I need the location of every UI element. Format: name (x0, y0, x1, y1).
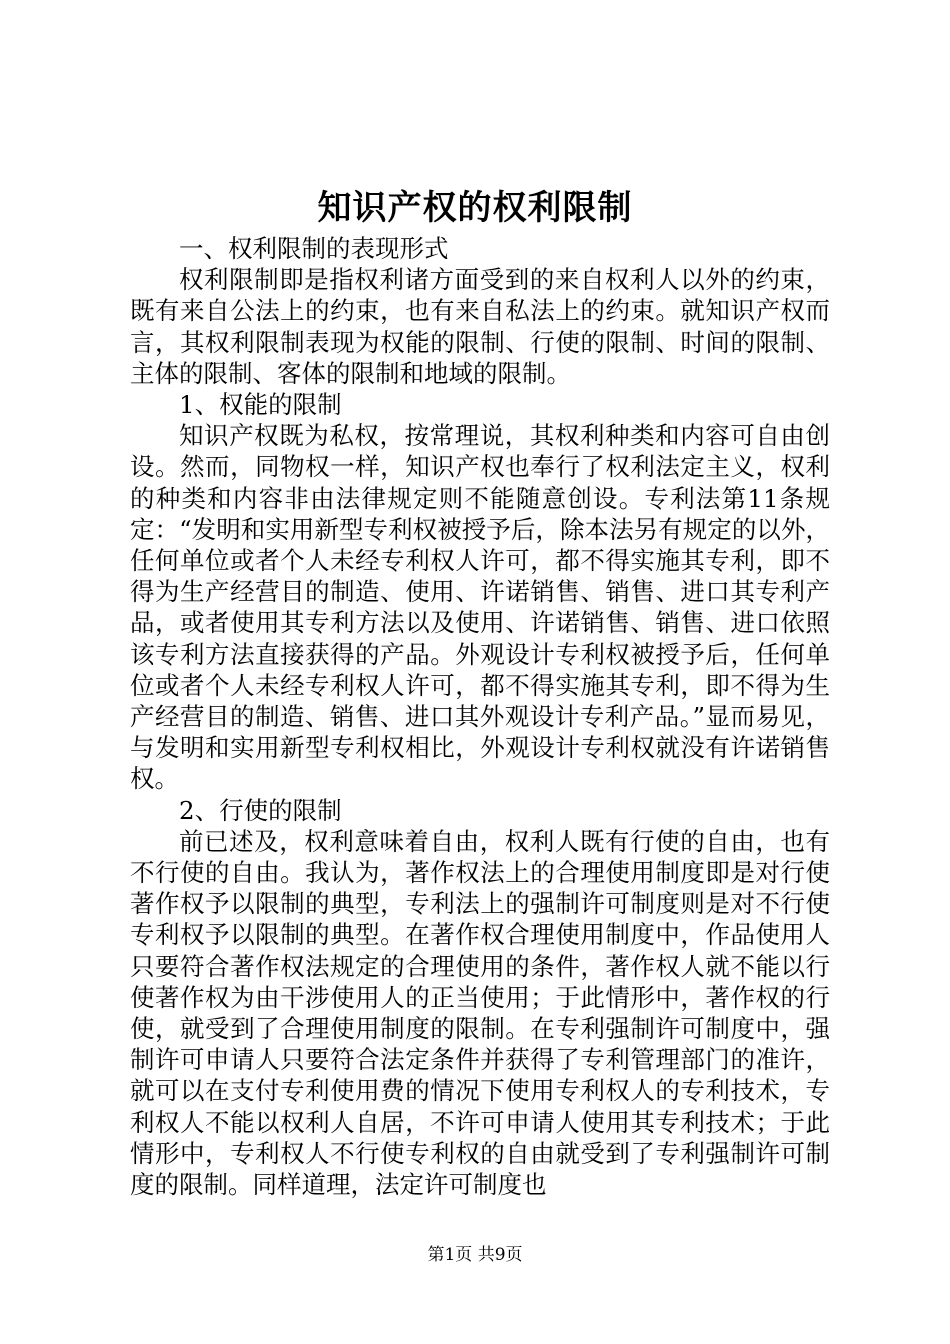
body-paragraph: 知识产权既为私权，按常理说，其权利种类和内容可自由创设。然而，同物权一样，知识产权也奉行了权利法定主义，权利的种类和内容非由法律规定则不能随意创设。专利法第11条规定：“发明和实用新型专利权被授予后，除本法另有规定的以外，任何单位或者个人未经专利权人许可，都不得实施其专利，即不得为生产经营目的制造、使用、许诺销售、销售、进口其专利产品，或者使用其专利方法以及使用、许诺销售、销售、进口依照该专利方法直接获得的产品。外观设计专利权被授予后，任何单位或者个人未经专利权人许可，都不得实施其专利，即不得为生产经营目的制造、销售、进口其外观设计专利产品。”显而易见，与发明和实用新型专利权相比，外观设计专利权就没有许诺销售权。 (130, 421, 830, 794)
subsection-heading: 1、权能的限制 (179, 390, 342, 420)
body-paragraph: 前已述及，权利意味着自由，权利人既有行使的自由，也有不行使的自由。我认为，著作权法上的合理使用制度即是对行使著作权予以限制的典型，专利法上的强制许可制度则是对不行使专利权予以限制的典型。在著作权合理使用制度中，作品使用人只要符合著作权法规定的合理使用的条件，著作权人就不能以行使著作权为由干涉使用人的正当使用；于此情形中，著作权的行使，就受到了合理使用制度的限制。在专利强制许可制度中，强制许可申请人只要符合法定条件并获得了专利管理部门的准许，就可以在支付专利使用费的情况下使用专利权人的专利技术，专利权人不能以权利人自居，不许可申请人使用其专利技术；于此情形中，专利权人不行使专利权的自由就受到了专利强制许可制度的限制。同样道理，法定许可制度也 (130, 826, 830, 1200)
document-title: 知识产权的权利限制 (317, 188, 633, 228)
section-heading: 一、权利限制的表现形式 (179, 234, 449, 263)
page-footer: 第1页 共9页 (427, 1245, 523, 1265)
subsection-heading: 2、行使的限制 (179, 795, 342, 825)
document-body (130, 233, 830, 1200)
body-paragraph: 权利限制即是指权利诸方面受到的来自权利人以外的约束，既有来自公法上的约束，也有来自私法上的约束。就知识产权而言，其权利限制表现为权能的限制、行使的限制、时间的限制、主体的限制、客体的限制和地域的限制。 (130, 265, 830, 388)
